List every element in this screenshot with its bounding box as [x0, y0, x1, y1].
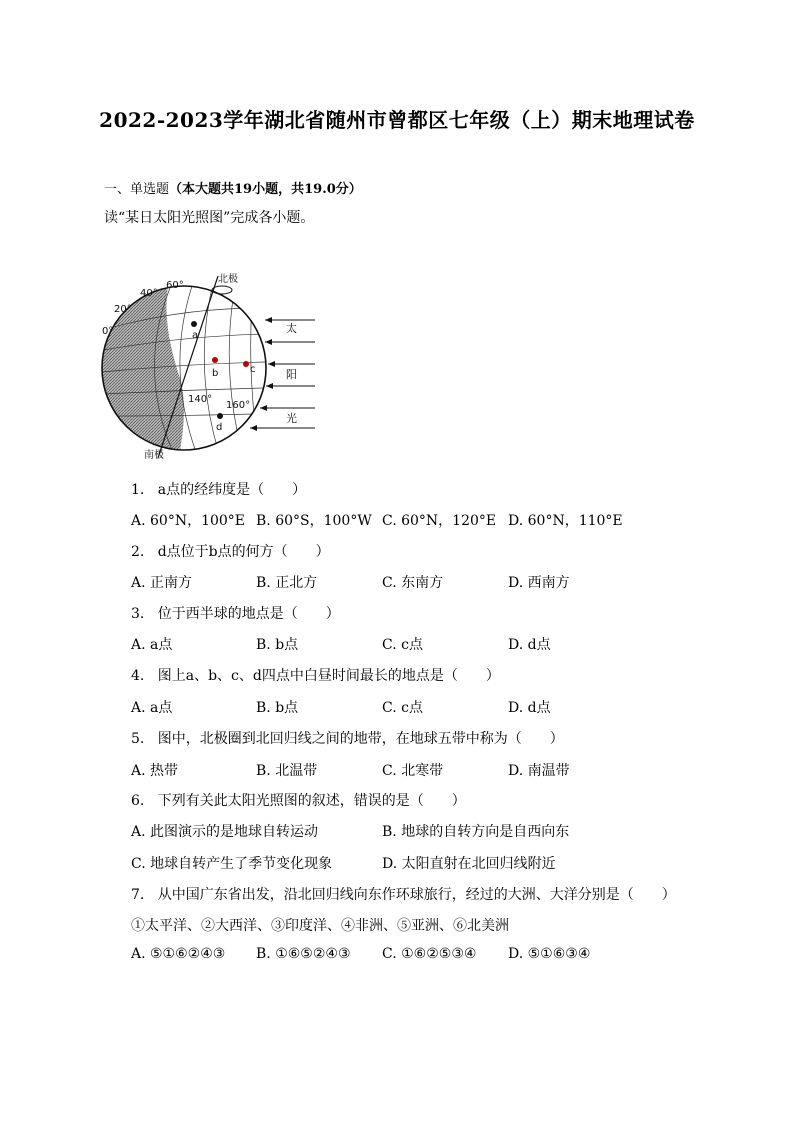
q4-option-b[interactable]: B. b点	[256, 700, 299, 716]
q3-option-c[interactable]: C. c点	[382, 637, 423, 653]
page-title: 2022-2023学年湖北省随州市曾都区七年级（上）期末地理试卷	[99, 108, 695, 132]
label-lon-160: 160°	[226, 400, 251, 411]
section-label: 一、单选题	[104, 182, 170, 197]
q5-option-d[interactable]: D. 南温带	[508, 763, 570, 779]
q1-option-d[interactable]: D. 60°N，110°E	[508, 513, 623, 529]
q7-option-b[interactable]: B. ①⑥⑤②④③	[256, 946, 351, 962]
question-7	[131, 884, 676, 904]
q3-option-b[interactable]: B. b点	[256, 637, 299, 653]
question-2	[131, 541, 330, 561]
q5-option-a[interactable]: A. 热带	[131, 763, 179, 779]
q7-option-c[interactable]: C. ①⑥②⑤③④	[382, 946, 477, 962]
question-text: a点的经纬度是（ ）	[157, 482, 307, 498]
label-sun-1: 太	[286, 322, 297, 335]
question-text: 从中国广东省出发，沿北回归线向东作环球旅行，经过的大洲、大洋分别是（ ）	[157, 887, 676, 903]
question-number: 1.	[131, 482, 145, 498]
point-d	[217, 413, 223, 419]
q7-option-a[interactable]: A. ⑤①⑥②④③	[131, 946, 226, 962]
q2-option-a[interactable]: A. 正南方	[131, 575, 193, 591]
label-lon-140: 140°	[188, 394, 213, 405]
question-text: 下列有关此太阳光照图的叙述，错误的是（ ）	[157, 793, 466, 809]
label-point-c: c	[250, 364, 256, 375]
q4-option-a[interactable]: A. a点	[131, 700, 173, 716]
q6-option-d[interactable]: D. 太阳直射在北回归线附近	[382, 856, 556, 872]
point-a	[191, 321, 197, 327]
question-6	[131, 790, 466, 810]
label-lat-40: 40°	[140, 288, 158, 299]
section-detail: （本大题共19小题，共19.0分）	[169, 182, 362, 197]
label-point-d: d	[216, 422, 223, 433]
question-number: 4.	[131, 668, 145, 684]
section-heading	[104, 178, 362, 197]
point-c	[243, 361, 249, 367]
point-b	[212, 357, 218, 363]
q1-option-c[interactable]: C. 60°N，120°E	[382, 513, 497, 529]
q4-option-d[interactable]: D. d点	[508, 700, 551, 716]
label-lat-20: 20°	[114, 304, 132, 315]
label-point-b: b	[212, 368, 219, 379]
q2-option-d[interactable]: D. 西南方	[508, 575, 570, 591]
q6-option-c[interactable]: C. 地球自转产生了季节变化现象	[131, 856, 333, 872]
q3-option-a[interactable]: A. a点	[131, 637, 173, 653]
question-number: 6.	[131, 793, 145, 809]
q5-option-c[interactable]: C. 北寒带	[382, 763, 444, 779]
label-north-pole: 北极	[218, 274, 238, 285]
q6-option-b[interactable]: B. 地球的自转方向是自西向东	[382, 824, 570, 840]
label-point-a: a	[192, 330, 199, 341]
label-sun-3: 光	[286, 412, 297, 425]
q5-option-b[interactable]: B. 北温带	[256, 763, 318, 779]
q2-option-c[interactable]: C. 东南方	[382, 575, 444, 591]
q7-legend: ①太平洋、②大西洋、③印度洋、④非洲、⑤亚洲、⑥北美洲	[131, 918, 509, 934]
q6-option-a[interactable]: A. 此图演示的是地球自转运动	[131, 824, 319, 840]
question-3	[131, 603, 340, 623]
question-4	[131, 665, 500, 685]
question-5	[131, 728, 564, 748]
question-1	[131, 479, 306, 499]
q2-option-b[interactable]: B. 正北方	[256, 575, 318, 591]
question-text: d点位于b点的何方（ ）	[157, 544, 330, 560]
question-number: 5.	[131, 731, 145, 747]
q4-option-c[interactable]: C. c点	[382, 700, 423, 716]
question-number: 2.	[131, 544, 145, 560]
label-lat-0: 0°	[102, 326, 114, 337]
question-number: 3.	[131, 606, 145, 622]
sunlight-globe-figure	[100, 268, 316, 464]
question-text: 位于西半球的地点是（ ）	[157, 606, 340, 622]
label-south-pole: 南极	[144, 450, 164, 461]
label-lat-60: 60°	[166, 280, 184, 291]
q1-option-b[interactable]: B. 60°S，100°W	[256, 513, 372, 529]
intro-text: 读“某日太阳光照图”完成各小题。	[104, 210, 315, 226]
q3-option-d[interactable]: D. d点	[508, 637, 551, 653]
question-text: 图上a、b、c、d四点中白昼时间最长的地点是（ ）	[157, 668, 500, 684]
question-number: 7.	[131, 887, 145, 903]
rotation-arrow-icon	[212, 286, 232, 294]
question-text: 图中，北极圈到北回归线之间的地带，在地球五带中称为（ ）	[157, 731, 564, 747]
q7-option-d[interactable]: D. ⑤①⑥③④	[508, 946, 591, 962]
label-sun-2: 阳	[286, 368, 297, 381]
q1-option-a[interactable]: A. 60°N，100°E	[131, 513, 246, 529]
